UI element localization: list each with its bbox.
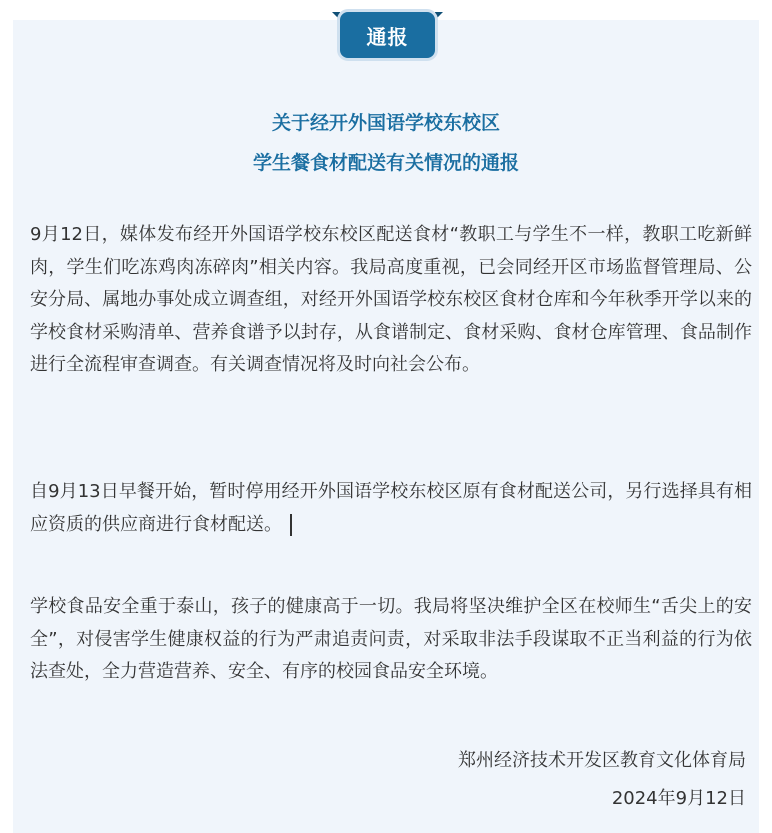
badge-label: 通报	[366, 24, 409, 49]
paragraph-investigation: 9月12日，媒体发布经开外国语学校东校区配送食材“教职工与学生不一样，教职工吃新鲜肉，学生们吃冻鸡肉冻碎肉”相关内容。我局高度重视，已会同经开区市场监督管理局、公安分局、属地办事处成立调查组，对经开外国语学校东校区食材仓库和今年秋季开学以来的学校食材采购清单、营养食谱予以封存，从食谱制定、食材采购、食材仓库管理、食品制作进行全流程审查调查。有关调查情况将及时向社会公布。	[30, 224, 752, 375]
paragraph-commitment: 学校食品安全重于泰山，孩子的健康高于一切。我局将坚决维护全区在校师生“舌尖上的安全”，对侵害学生健康权益的行为严肃追责问责，对采取非法手段谋取不正当利益的行为依法查处，全力营造营养、安全、有序的校园食品安全环境。	[30, 596, 752, 682]
paragraph-supplier-text: 自9月13日早餐开始，暂时停用经开外国语学校东校区原有食材配送公司，另行选择具有相应资质的供应商进行食材配送。	[30, 481, 752, 535]
notice-title-line1: 关于经开外国语学校东校区	[271, 112, 500, 134]
text-cursor	[290, 514, 292, 536]
paragraph-supplier	[30, 476, 752, 541]
badge-fold-left	[332, 12, 340, 20]
notice-badge	[340, 12, 435, 58]
notice-panel	[13, 20, 759, 833]
notice-title-line2: 学生餐食材配送有关情况的通报	[252, 152, 519, 174]
signature-org: 郑州经济技术开发区教育文化体育局	[458, 750, 746, 771]
signature-date: 2024年9月12日	[611, 788, 746, 809]
badge-fold-right	[435, 12, 443, 20]
